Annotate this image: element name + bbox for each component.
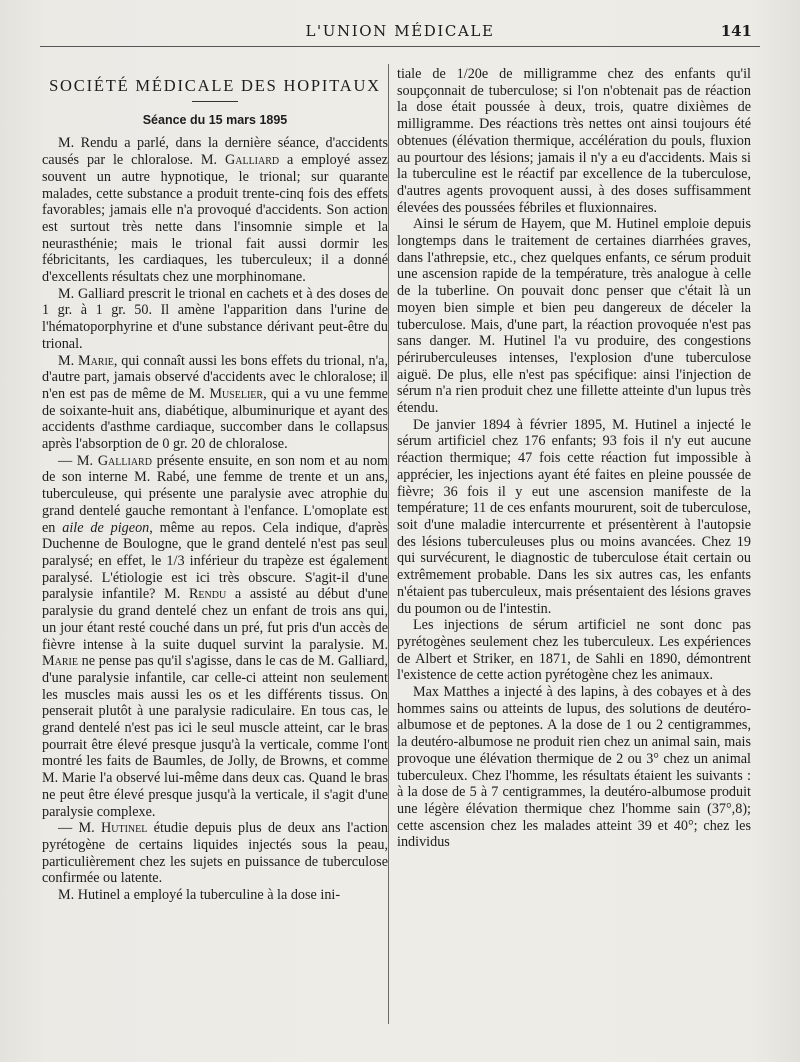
journal-title: L'UNION MÉDICALE xyxy=(305,22,495,40)
text-run: M. Rendu a parlé, dans la dernière séance, d'accidents causés par le chloralose. M. xyxy=(42,135,388,169)
text-run: ne pense pas qu'il s'agisse, dans le cas de M. Galliard, d'une paralysie infantile, car celle-ci atteint non seulement les muscles mais aussi les os et les différents tissus. On penserait plutôt à une paralysie radiculaire. En tous cas, le grand dentelé n'est pas ici le seul muscle atteint, car le bras pourrait être élevé presque jusqu'à la verticale, comme l'ont montré les faits de Baumles, de Jolly, de Browns, et comme M. Marie l'a observé lui-même dans deux cas. Quand le bras ne peut être élevé presque jusqu'à la verticale, il s'agit d'une paralysie complexe. xyxy=(42,653,388,820)
paragraph xyxy=(42,453,388,820)
person-name: Marie xyxy=(77,352,114,369)
paragraph: tiale de 1/20e de milligramme chez des enfants qu'il soupçonnait de tuberculose; si l'on n'obtenait pas de réaction la dose était poussée à deux, trois, quatre dixièmes de milligramme. Des réactions très nettes ont ainsi toujours été obtenues (élévation thermique, accélération du pouls, fluxion au pourtour des lésions; jamais il n'y a eu d'accidents. Mais si la tuberculine est le réactif par excellence de la tuberculose, d'autres agents provoquent aussi, à des doses suffisamment élevées des poussées fébriles et fluxionnaires. xyxy=(397,66,751,216)
text-run: — M. xyxy=(58,452,98,469)
session-date: Séance du 15 mars 1895 xyxy=(142,112,288,127)
paragraph: Max Matthes a injecté à des lapins, à des cobayes et à des hommes sains ou atteints de lupus, des solutions de deutéro-albumose et de peptones. A la dose de 1 ou 2 centigrammes, la deutéro-albumose ne produit rien chez un animal sain, mais provoque une élévation thermique de 2 ou 3° chez un animal tuberculeux. Chez l'homme, les résultats étaient les suivants : à la dose de 5 à 7 centigrammes, la deutéro-albumose produit une légère élévation thermique chez l'homme sain (37°,8); cette ascension chez les malades atteint 39 et 40°; chez les individus xyxy=(397,684,751,851)
column-divider xyxy=(388,64,389,1024)
section-title: SOCIÉTÉ MÉDICALE DES HOPITAUX xyxy=(49,76,381,95)
right-column xyxy=(397,66,751,851)
running-head xyxy=(40,16,760,46)
paragraph: M. Galliard prescrit le trional en cachets et à des doses de 1 gr. à 1 gr. 50. Il amène l'apparition dans l'urine de l'hématoporphyrine et d'une substance dérivant peut-être du trional. xyxy=(42,285,388,352)
person-name: Galliard xyxy=(97,452,152,469)
header-rule xyxy=(40,46,760,47)
text-run: , qui a vu une femme de soixante-huit ans, diabétique, albuminurique et ayant des accidents d'asthme cardiaque, succomber dans le collapsus après l'absorption de 0 gr. 20 de chloralose. xyxy=(42,385,388,453)
person-name: Hutinel xyxy=(101,820,148,837)
paragraph: Ainsi le sérum de Hayem, que M. Hutinel emploie depuis longtemps dans le traitement de certaines diarrhées graves, dans l'athrepsie, etc., chez quelques enfants, ce sérum produit une ascension rapide de la température, très analogue à celle de la tuberline. On pouvait donc penser que c'était là un moyen bien simple et bien peu dangereux de déceler la tuberculose. Mais, d'une part, la réaction provoquée n'est pas sans danger. M. Hutinel l'a vu produire, des congestions périruberculeuses intenses, l'explosion d'une tuberculose aiguë. De plus, elle n'est pas spécifique: ainsi l'injection de sérum n'a rien produit chez une fillette atteinte d'un lupus très étendu. xyxy=(397,216,751,417)
paragraph xyxy=(42,820,388,887)
text-run: — M. xyxy=(58,820,101,837)
paragraph xyxy=(42,353,388,453)
text-run: étudie depuis plus de deux ans l'action pyrétogène de certains liquides injectés sous la peau, particulièrement chez les sujets en puissance de tuberculose confirmée ou latente. xyxy=(42,820,388,887)
person-name: Marie xyxy=(42,653,78,670)
paragraph: M. Hutinel a employé la tuberculine à la dose ini- xyxy=(58,887,341,904)
text-run: a assisté au début d'une paralysie du grand dentelé chez un enfant de trois ans qui, un jour étant resté couché dans un pré, fut pris d'un accès de fièvre intense à la suite duquel survint la paralysie. M. xyxy=(42,586,388,653)
paragraph: De janvier 1894 à février 1895, M. Hutinel a injecté le sérum artificiel chez 176 enfants; 93 fois il n'y eut aucune réaction thermique; 47 fois cette réaction fut impossible à apprécier, les injections ayant été faites en pleine poussée de fièvre; 36 fois il y eut une ascension manifeste de la température; 11 de ces enfants moururent, soit de tuberculose, soit d'une maladie intercurrente et présentèrent à l'autopsie des lésions tuberculeuses plus ou moins avancées. Chez 19 qui survécurent, le diagnostic de tuberculose était certain ou extrêmement probable. Dans les six autres cas, les enfants n'étaient pas tuberculeux, mais présentaient des lésions graves du poumon ou de l'intestin. xyxy=(397,416,751,617)
left-column xyxy=(42,66,388,904)
text-run: , même au repos. Cela indique, d'après Duchenne de Boulogne, que le grand dentelé n'est pas seul paralysé; en effet, le 1/3 inférieur du trapèze est également paralysé. L'étiologie est ici très obscure. S'agit-il d'une paralysie infantile? M. xyxy=(42,519,388,603)
text-run: , qui connaît aussi les bons effets du trional, n'a, d'autre part, jamais observé d'accidents avec le chloralose; il n'en est pas de même de M. xyxy=(42,352,388,402)
paragraph xyxy=(42,135,388,285)
italic-term: aile de pigeon xyxy=(62,519,150,536)
title-rule xyxy=(192,101,238,102)
person-name: Muselier xyxy=(209,385,264,402)
text-run: présente ensuite, en son nom et au nom de son interne M. Rabé, une femme de trente et un ans, tuberculeuse, qui présente une paralysie avec atrophie du grand dentelé gauche remontant à l'enfance. L'omoplate est en xyxy=(42,452,388,536)
person-name: Rendu xyxy=(188,586,227,603)
person-name: Galliard xyxy=(225,152,280,169)
page-number: 141 xyxy=(720,22,752,40)
text-run: M. xyxy=(58,352,78,369)
text-run: a employé assez souvent un autre hypnotique, le trional; sur quarante malades, cette substance a produit trente-cinq fois des effets favorables; jamais elle n'a provoqué d'accidents. Son action est surtout très nette dans l'insomnie simple et la neurasthénie; mais le trional fait aussi dormir les fébricitants, les cardiaques, les tuberculeux; il a donné d'excellents résultats chez une morphinomane. xyxy=(42,152,388,286)
paragraph: Les injections de sérum artificiel ne sont donc pas pyrétogènes seulement chez les tuberculeux. Les expériences de Albert et Striker, en 1871, de Sahli en 1890, démontrent l'existence de cette action pyrétogène chez les animaux. xyxy=(397,617,751,684)
